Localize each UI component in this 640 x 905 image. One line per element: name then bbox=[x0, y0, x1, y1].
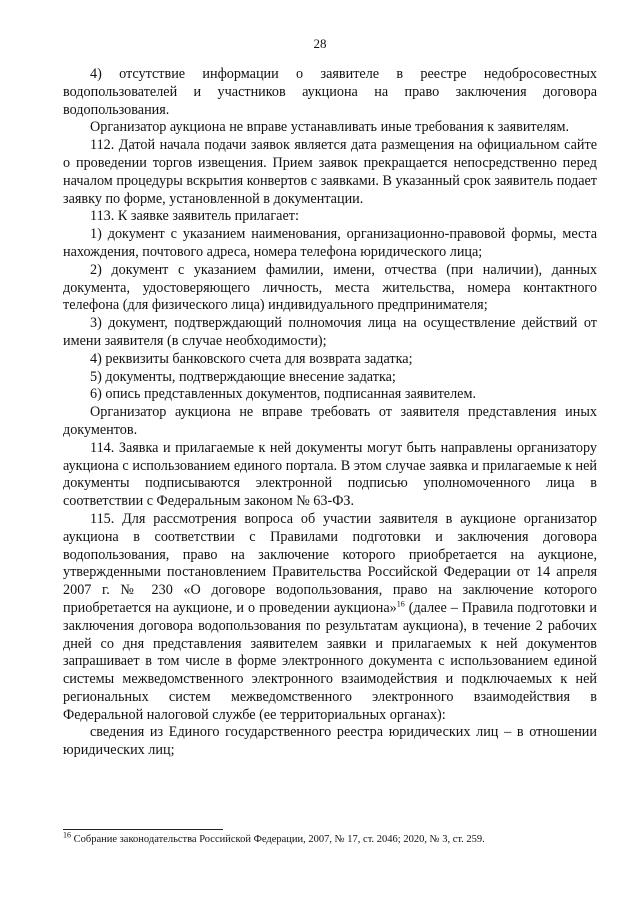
paragraph-115-continuation: (далее – Правила подготовки и заключения договора водопользования по результатам аукциона), в течение 2 рабочих дней со дня представления заявителем заявки и прилагаемых к ней документов запрашивает в том числе в форме электронного документа с использованием единой системы межведомственного электронного взаимодействия и подключаемых к ней региональных систем межведомственного электронного взаимодействия в Федеральной налоговой службе (ее территориальных органах): bbox=[63, 599, 597, 723]
paragraph-egrul-info: сведения из Единого государственного реестра юридических лиц – в отношении юридических лиц; bbox=[63, 724, 597, 759]
paragraph-115-text: 115. Для рассмотрения вопроса об участии заявителя в аукционе организатор аукциона в соответствии с Правилами подготовки и заключения договора водопользования, право на заключение которого приобретается на аукционе, утвержденными постановлением Правительства Российской Федерации от 14 апреля 2007 г. № 230 «О договоре водопользования, право на заключение которого приобретается на аукционе, и о проведении аукциона» bbox=[63, 510, 597, 616]
paragraph-organizer-no-other-documents: Организатор аукциона не вправе требовать от заявителя представления иных документов. bbox=[63, 404, 597, 438]
list-item-5: 5) документы, подтверждающие внесение задатка; bbox=[90, 368, 396, 385]
paragraph-114: 114. Заявка и прилагаемые к ней документы могут быть направлены организатору аукциона с использованием единого портала. В этом случае заявка и прилагаемые к ней документы подписываются электронной подписью уполномоченного лица в соответствии с Федеральным законом № 63-ФЗ. bbox=[63, 439, 597, 510]
list-item-1: 1) документ с указанием наименования, организационно-правовой формы, места нахождения, почтового адреса, номера телефона юридического лица; bbox=[63, 226, 597, 260]
paragraph-organizer-no-extra-requirements: Организатор аукциона не вправе устанавливать иные требования к заявителям. bbox=[90, 119, 570, 136]
footnote-reference: 16 bbox=[396, 599, 405, 609]
paragraph-115 bbox=[63, 511, 597, 725]
paragraph-113: 113. К заявке заявитель прилагает: bbox=[90, 208, 299, 225]
list-item-6: 6) опись представленных документов, подписанная заявителем. bbox=[90, 386, 476, 403]
footnote bbox=[63, 830, 597, 846]
footnote-text: Собрание законодательства Российской Федерации, 2007, № 17, ст. 2046; 2020, № 3, ст. 259. bbox=[71, 834, 485, 845]
list-item-4: 4) реквизиты банковского счета для возврата задатка; bbox=[90, 350, 413, 367]
footnote-number: 16 bbox=[63, 830, 71, 840]
page-number: 28 bbox=[313, 36, 327, 51]
list-item-2: 2) документ с указанием фамилии, имени, отчества (при наличии), данных документа, удостоверяющего личность, места жительства, номера контактного телефона (для физического лица) индивидуального предпринимателя; bbox=[63, 261, 597, 314]
footnote-divider bbox=[63, 829, 223, 830]
paragraph-item-4-bad-faith-registry: 4) отсутствие информации о заявителе в реестре недобросовестных водопользователей и участников аукциона на право заключения договора водопользования. bbox=[63, 66, 597, 118]
paragraph-112: 112. Датой начала подачи заявок является дата размещения на официальном сайте о проведении торгов извещения. Прием заявок прекращается непосредственно перед началом процедуры вскрытия конвертов с заявками. В указанный срок заявитель подает заявку по форме, установленной в документации. bbox=[63, 137, 597, 207]
list-item-3: 3) документ, подтверждающий полномочия лица на осуществление действий от имени заявителя (в случае необходимости); bbox=[63, 315, 597, 349]
body-text bbox=[63, 66, 597, 760]
